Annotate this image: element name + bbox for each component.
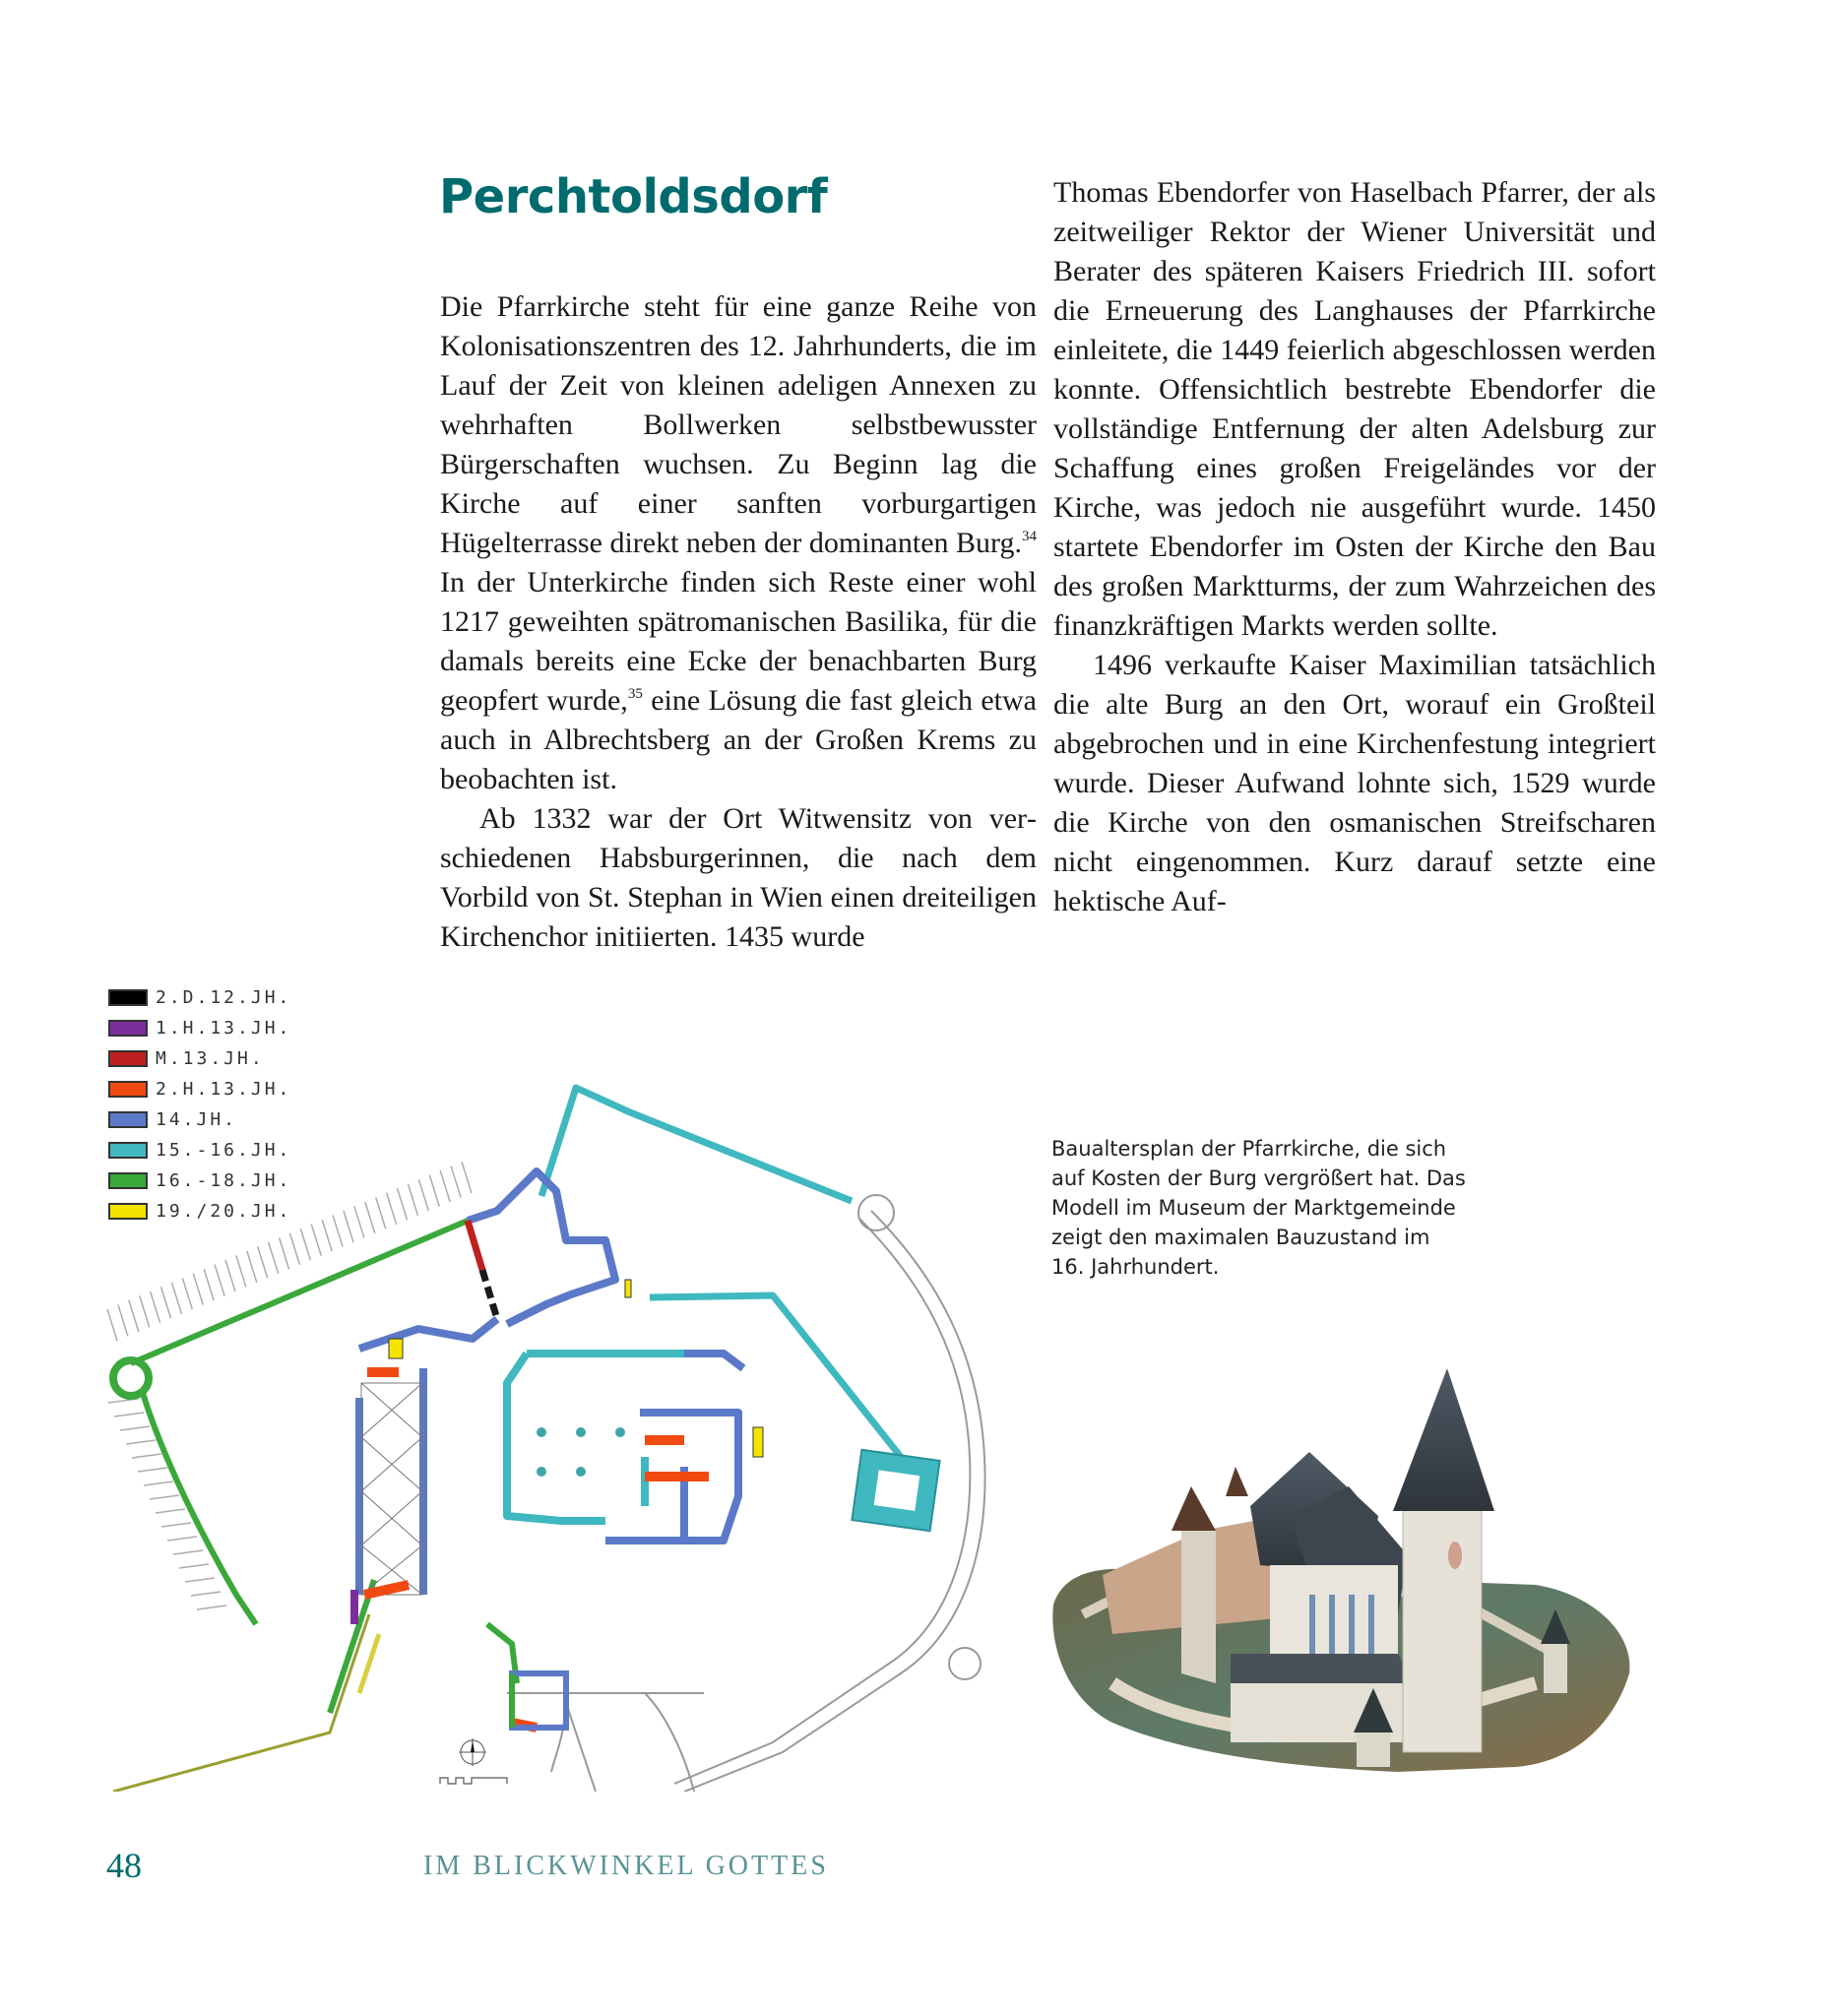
legend-swatch [108,989,148,1006]
paragraph-text: Thomas Ebendorfer von Haselbach Pfarrer, der als zeitweiliger Rektor der Wiener Universität und Berater des späteren Kaisers Friedrich III. sofort die Erneuerung des Langhauses der Pfarrkirche einleitete, die 1449 feierlich abgeschlossen werden konnte. Offensichtlich bestrebte Ebendorfer die vollständige Entfernung der alten Adelsburg zur Schaffung eines großen Freigeländes vor der Kirche, was jedoch nie ausgeführt wurde. 1450 startete Ebendorfer im Osten der Kirche den Bau des großen Marktturms, der zum Wahrzeichen des finanzkräftigen Markts werden sollte. [1053,176,1656,642]
page-number: 48 [106,1846,142,1885]
nave-pillars [537,1427,625,1477]
legend-label: 16.-18.JH. [156,1170,292,1191]
body-column-right [1053,173,1656,921]
paragraph [1053,173,1656,646]
running-title: IM BLICKWINKEL GOTTES [423,1851,829,1881]
legend-swatch [108,1020,148,1037]
scale-bar-icon [440,1778,507,1784]
round-tower [113,1360,149,1396]
caption-line: Baualtersplan der Pfarrkirche, die sich [1051,1137,1447,1161]
caption-line: zeigt den maximalen Bauzustand im [1051,1226,1430,1249]
footnote-marker[interactable]: 34 [1022,529,1037,544]
paragraph [440,799,1037,957]
church-model-photo [1024,1358,1634,1772]
caption-line: auf Kosten der Burg vergrößert hat. Das [1051,1166,1466,1190]
legend-label: 2.D.12.JH. [156,987,292,1008]
slope-hatching [107,1162,472,1609]
north-arrow-icon [459,1738,486,1766]
burg-hall [361,1383,422,1595]
walls-15-16-jh [541,1088,901,1457]
paragraph-text: In der Unterkirche finden sich Reste einer wohl 1217 geweihten spätromanischen Basilika, für die damals bereits eine Ecke der benachbarten Burg geopfert wurde, [440,566,1037,717]
paragraph-text: Die Pfarrkirche steht für eine ganze Reihe von Kolonisationszentren des 12. Jahrhunderts, die im Lauf der Zeit von kleinen adeligen Annexen zu wehrhaften Bollwerken selbstbewusster Bürgerschaften wuchsen. Zu Beginn lag die Kirche auf einer sanften vorburgartigen Hügelterrasse direkt neben der dominanten Burg. [440,290,1037,559]
legend-label: 19./20.JH. [156,1201,292,1222]
figure-caption [1051,1134,1485,1282]
legend-label: 15.-16.JH. [156,1140,292,1161]
paragraph-text: eine Lösung die fast gleich etwa auch in Albrechtsberg an der Großen Krems zu beobachten ist. [440,684,1037,795]
legend-label: 1.H.13.JH. [156,1018,292,1039]
legend-label: 14.JH. [156,1109,238,1130]
building-age-plan [94,1043,1009,1792]
marktturm [1403,1506,1482,1752]
legend-item [108,982,291,1013]
walls-16-18-jh [131,1221,517,1713]
legend-item [108,1013,291,1043]
paragraph [440,287,1037,799]
paragraph-text: 1496 verkaufte Kaiser Maximilian tatsächlich die alte Burg an den Ort, worauf ein Großteil abgebrochen und in eine Kirchenfestung integriert wurde. Dieser Aufwand lohnte sich, 1529 wurde die Kirche von den osmanischen Streifscharen nicht eingenommen. Kurz darauf setzte eine hektische Auf- [1053,649,1656,917]
footnote-marker[interactable]: 35 [627,686,643,702]
page-title: Perchtoldsdorf [439,169,828,224]
paragraph [1053,646,1656,921]
paragraph-text: Ab 1332 war der Ort Witwensitz von verschiedenen Habsburgerinnen, die nach dem Vorbild von St. Stephan in Wien einen dreiteiligen Kirchenchor initiierten. 1435 wurde [440,802,1037,953]
caption-line: Modell im Museum der Marktgemeinde [1051,1196,1456,1220]
legend-label: M.13.JH. [156,1048,265,1069]
body-column-left [440,287,1037,957]
caption-line: 16. Jahrhundert. [1051,1255,1220,1279]
legend-label: 2.H.13.JH. [156,1079,292,1100]
